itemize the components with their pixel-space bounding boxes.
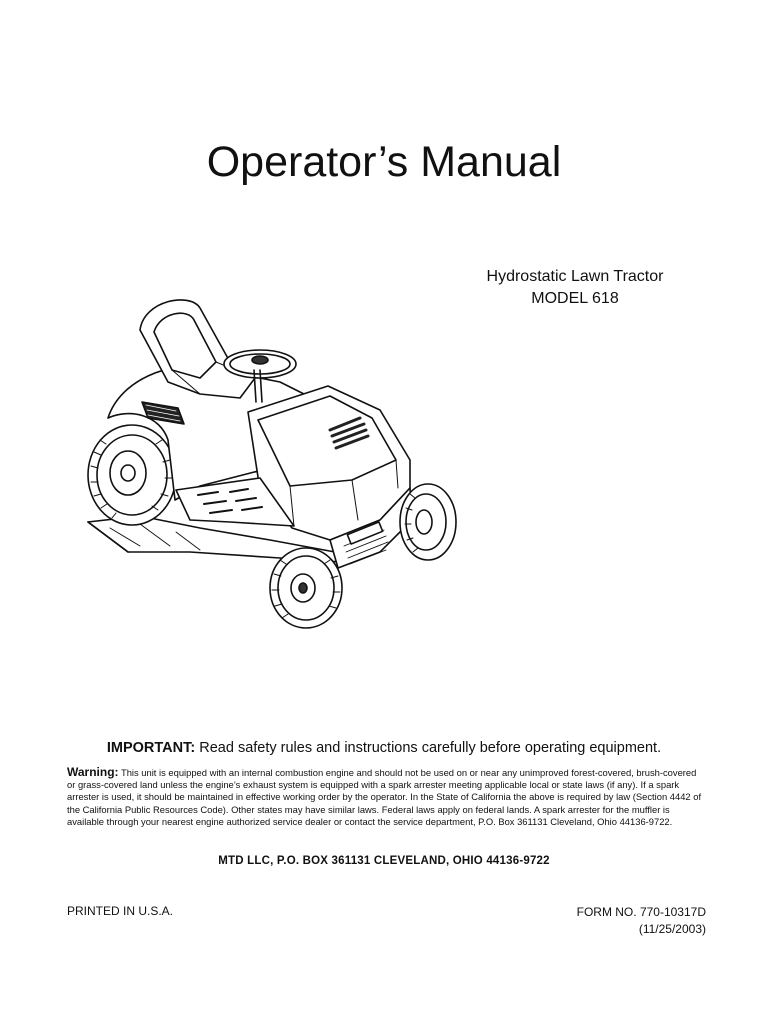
- form-number: FORM NO. 770-10317D: [576, 905, 706, 919]
- form-date: (11/25/2003): [638, 922, 706, 936]
- product-name: Hydrostatic Lawn Tractor: [486, 268, 664, 285]
- model-number: MODEL 618: [531, 290, 619, 307]
- warning-label: Warning:: [67, 765, 119, 779]
- important-label: IMPORTANT:: [106, 740, 196, 756]
- printed-in-label: PRINTED IN U.S.A.: [67, 904, 174, 918]
- warning-paragraph: [67, 766, 707, 828]
- manual-title: Operator’s Manual: [206, 138, 562, 186]
- product-info: [440, 266, 710, 310]
- important-text: Read safety rules and instructions carefully before operating equipment.: [195, 740, 662, 756]
- warning-text: This unit is equipped with an internal combustion engine and should not be used on or near any unimproved forest-covered, brush-covered or grass-covered land unless the engine’s exhaust system is equipped with a spark arrester meeting applicable local or state laws (if any). If a spark arrester is used, it should be maintained in effective working order by the operator. In the State of California the above is required by law (Section 4442 of the California Public Resources Code). Other states may have similar laws. Federal laws apply on federal lands. A spark arrester for the muffler is available through your nearest engine authorized service dealer or contact the service department, P.O. Box 361131 Cleveland, Ohio 44136-9722.: [67, 767, 702, 827]
- lawn-tractor-illustration: [80, 290, 470, 635]
- form-number-block: [577, 904, 706, 938]
- company-address: MTD LLC, P.O. BOX 361131 CLEVELAND, OHIO 44136-9722: [218, 855, 550, 867]
- important-notice: [0, 740, 768, 756]
